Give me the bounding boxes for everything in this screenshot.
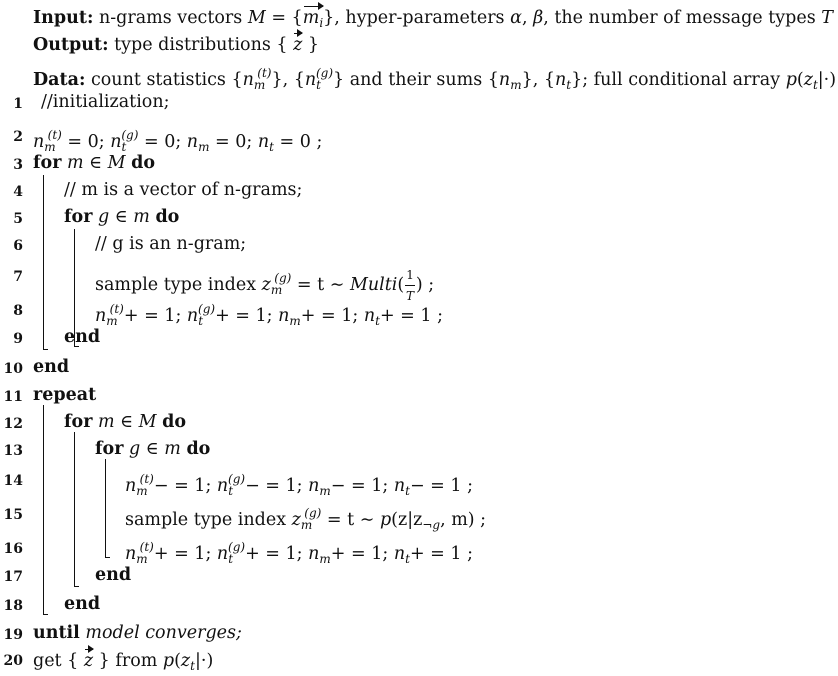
line-number: 11 xyxy=(3,389,23,405)
algorithm-input: Input: n-grams vectors $M = \{m_i\}$, hyper-parameters α, β, the number of message types T xyxy=(33,6,833,33)
line-8: 8 $n_m^{(t)}+ = 1$; $n_t^{(g)}+ = 1$; $n_m+ = 1$; $n_t+ = 1$ ; xyxy=(13,302,443,328)
line-number: 8 xyxy=(13,303,23,319)
line-number: 1 xyxy=(13,96,23,112)
line-number: 13 xyxy=(3,443,23,459)
line-2 xyxy=(0,121,838,154)
line-number: 10 xyxy=(3,361,23,377)
line-number: 2 xyxy=(13,129,23,145)
line-number: 17 xyxy=(3,569,23,585)
comment: //initialization; xyxy=(41,92,170,112)
vector-m: $m_i$ xyxy=(303,6,323,33)
vector-z: z xyxy=(83,651,94,671)
line-number: 12 xyxy=(3,416,23,432)
line-6 xyxy=(0,230,838,257)
line-number: 15 xyxy=(3,507,23,523)
line-number: 19 xyxy=(3,627,23,643)
vector-z: z xyxy=(293,35,303,55)
line-number: 7 xyxy=(13,269,23,285)
algorithm-output: Output: type distributions { z } xyxy=(33,35,320,55)
line-number: 20 xyxy=(3,653,23,669)
line-number: 16 xyxy=(3,541,23,557)
line-5: 5 for g ∈ m do xyxy=(13,207,180,227)
line-14: 14 $n_m^{(t)}- = 1$; $n_t^{(g)}- = 1$; $n_m- = 1$; $n_t- = 1$ ; xyxy=(3,472,473,498)
line-20: 20 get { z } from $p(z_t|\cdot)$ xyxy=(3,651,214,673)
fraction-one-over-T: $\frac{1}{T}$ xyxy=(405,265,415,306)
line-16: 16 $n_m^{(t)}+ = 1$; $n_t^{(g)}+ = 1$; $n_m+ = 1$; $n_t+ = 1$ ; xyxy=(3,540,473,566)
comment: // g is an n-gram; xyxy=(95,234,247,254)
line-7: 7 sample type index $z_m^{(g)} = t$ ∼ Multi( $\frac{1}{T}$ ) ; xyxy=(0,261,838,288)
line-19: 19 until model converges; xyxy=(3,623,242,643)
line-15: 15 sample type index $z_m^{(g)} = t$ ∼ $p(z|z_{\neg g}$, m) ; xyxy=(3,506,487,532)
algorithm-data: Data: count statistics $\{n_m^{(t)}\}$, $\{n_t^{(g)}\}$ and their sums $\{n_m\}$, $\{n_t\}$; full conditional array $p(z_t|\cdot)$ xyxy=(33,66,837,92)
line-9: 9 end xyxy=(13,327,101,347)
line-1 xyxy=(0,88,838,115)
line-10: 10 end xyxy=(3,357,70,377)
line-17: 17 end xyxy=(3,565,132,585)
line-12: 12 for m ∈ M do xyxy=(3,412,187,432)
line-11: 11 repeat xyxy=(3,385,97,405)
line-number: 6 xyxy=(13,238,23,254)
line-number: 3 xyxy=(13,157,23,173)
init-statement: $n_m^{(t)} = 0$; $n_t^{(g)} = 0$; $n_m = 0$; $n_t = 0$ ; xyxy=(33,128,323,154)
line-number: 5 xyxy=(13,211,23,227)
line-18: 18 end xyxy=(3,594,101,614)
line-number: 9 xyxy=(13,331,23,347)
comment: // m is a vector of n-grams; xyxy=(64,180,303,200)
line-number: 14 xyxy=(3,473,23,489)
line-3: 3 for m ∈ M do xyxy=(13,153,156,173)
line-4 xyxy=(0,176,838,203)
line-13: 13 for g ∈ m do xyxy=(3,439,211,459)
line-number: 18 xyxy=(3,598,23,614)
line-number: 4 xyxy=(13,184,23,200)
